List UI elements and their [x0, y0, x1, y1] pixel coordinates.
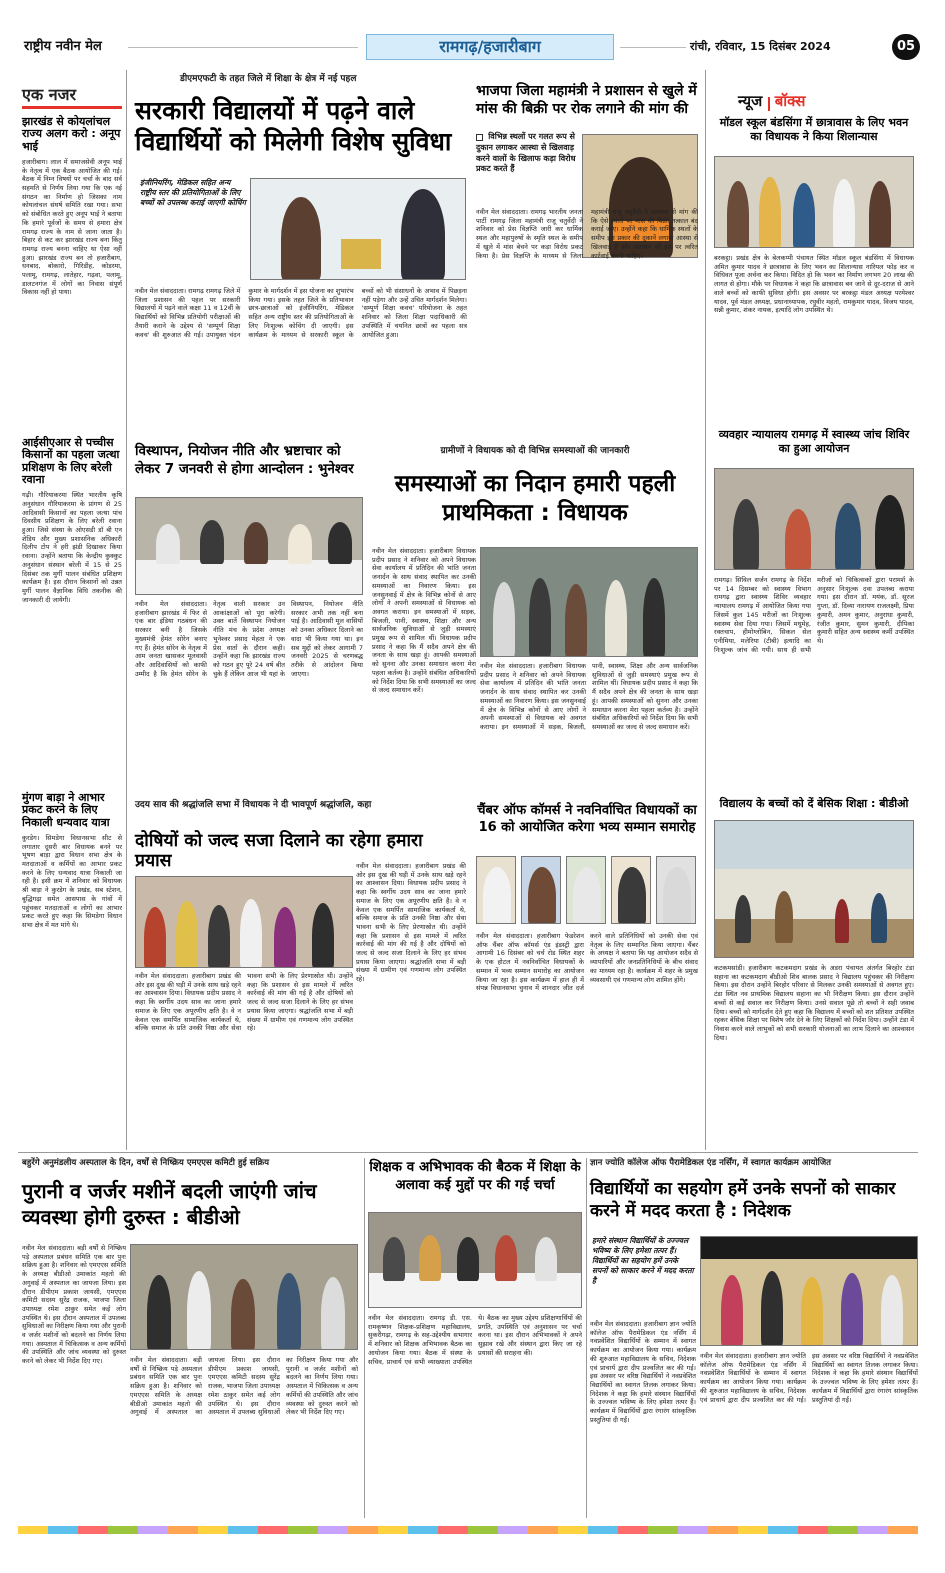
- tribute-kicker: उदय साव की श्रद्धांजलि सभा में विधायक ने दी भावपूर्ण श्रद्धांजलि, कहा: [135, 800, 372, 810]
- person-figure: [483, 867, 511, 924]
- ptm-headline: शिक्षक व अभिभावक की बैठक में शिक्षा के अलावा कई मुद्दों पर की गई चर्चा: [369, 1159, 581, 1194]
- health-camp-body: रामगढ़। सिविल सर्जन रामगढ़ के निर्देश पर 14 दिसम्बर को स्वास्थ्य विभाग रामगढ़ द्वारा स्वास्थ्य शिविर व्यवहार न्यायालय रामगढ़ में आयोजित किया गया जिसमें कुल 145 मरीजों का निःशुल्क स्वास्थ्य सेवा दिया गया। जिसमें मधुमेह, रक्तचाप, हीमोग्लोबिन, सिकल सेल एनीमिया, मलेरिया (टीबी) इत्यादि का निःशुल्क जांच की गयी। साथ ही सभी मरीजों को चिकित्सकों द्वारा परामर्श के अनुसार निःशुल्क दवा उपलब्ध कराया गया। इस दौरान डॉ. मयंक, डॉ. सूरज गुप्ता, डॉ. दिव्या नारायण राजलक्ष्मी, प्रिया कुमारी, अमन कुमार, अनुराधा कुमारी, रंजीत कुमार, सुमन कुमारी, दीपिका कुमारी सहित अन्य स्वास्थ्य कर्मी उपस्थित थे।: [714, 576, 914, 654]
- lead-kicker: डीएमएफटी के तहत जिले में शिक्षा के क्षेत्र में नई पहल: [180, 74, 357, 84]
- person-figure: [495, 1235, 517, 1281]
- displacement-body: नवीन मेल संवाददाता। हजारीबाग झारखंड में फिर से एक बार इंडिया गठबंधन की सरकार बनी है जिसके मुख्यमंत्री हेमंत सोरेन बनाए गए हैं। हेमंत सोरेन के नेतृत्व में आम जनता खासकर मूलवासी और आदिवासियों को काफी उम्मीद है कि हेमंत सोरेन के नेतृत्व वाली सरकार उन आकांक्षाओं को पूरा करेगी। उक्त बातें विस्थापन नियोजन नीति मंच के प्रदेश अध्यक्ष भुनेश्वर प्रसाद मेहता ने एक प्रेस वार्ता के दौरान कही। उन्होंने कहा कि झारखंड राज्य को गठन हुए पूरे 24 वर्ष बीत चुके हैं लेकिन आज भी यहां के विस्थापन, नियोजन नीति सरकार अभी तक नहीं बना पाई है। आदिवासी मूल वासियों को उनका अधिकार दिलाने का वादा भी किया गया था। इन सब मुद्दों को लेकर आगामी 7 जनवरी 2025 से चरणबद्ध तरीके से आंदोलन किया जाएगा।: [135, 600, 363, 678]
- colour-strip-segment: [18, 1526, 48, 1534]
- person-figure: [321, 1277, 345, 1350]
- masthead-left: [18, 34, 358, 60]
- column-rule: [364, 1158, 365, 1518]
- mla-portrait: [566, 856, 606, 924]
- person-figure: [881, 1275, 903, 1346]
- school-body: कटकमसांडी। हजारीबाग कटकमदाग प्रखंड के अडरा पंचायत अंतर्गत बिरहोर टंडा सहाना का कटकमदाग बीडीओ शिव बालक प्रसाद ने विद्यालय पहुंचकर की निरीक्षण किया। इस दौरान उन्होंने बिरहोर परिवार से मिलकर उनकी समस्याओं से अवगत हुए। टंडा स्थित नव प्राथमिक विद्यालय सहाना का भी निरीक्षण किया। इस दौरान उन्होंने बच्चों से कई सवाल कर निरीक्षण किया। उनसे सवाल पूछे तो बच्चों ने सही जवाब दिया। बच्चों को मार्गदर्शन देते हुए कहा कि विद्यालय में बच्चों को शत प्रतिशत उपस्थित रहकर बेसिक शिक्षा पर विशेष जोर देने के लिए शिक्षकों को निर्देश दिया। उन्होंने टंडा में निवास करने वाले लाभुकों को सभी सरकारी योजनाओं का लाभ दिलाने का आश्वासन दिया।: [714, 964, 914, 1042]
- displacement-headline: विस्थापन, नियोजन नीति और भ्रष्टाचार को लेकर 7 जनवरी से होगा आन्दोलन : भुनेश्वर: [135, 443, 354, 478]
- hospital-headline: पुरानी व जर्जर मशीनें बदली जाएंगी जांच व्यवस्था होगी दुरुस्त : बीडीओ: [22, 1179, 317, 1229]
- left-item-3: [22, 792, 122, 1124]
- health-camp-headline: व्यवहार न्यायालय रामगढ़ में स्वास्थ्य जांच शिविर का हुआ आयोजन: [718, 428, 910, 456]
- news-box-photo: [714, 156, 914, 248]
- person-figure: [735, 895, 751, 943]
- masthead-right: [690, 34, 920, 60]
- paper-name: राष्ट्रीय नवीन मेल: [24, 39, 102, 54]
- person-figure: [721, 1275, 743, 1346]
- problems-body-left: नवीन मेल संवाददाता। हजारीबाग विधायक प्रदीप प्रसाद ने शनिवार को अपने विधायक सेवा कार्यालय में प्रतिदिन की भांति जनता जनार्दन के साथ संवाद स्थापित कर उनकी समस्याओं का निवारण किया। इस जनसुनवाई में क्षेत्र के विभिन्न कोनों से आए लोगों ने अपनी समस्याओं से विधायक को अवगत कराया। इन समस्याओं में सड़क, बिजली, पानी, स्वास्थ्य, शिक्षा और अन्य सार्वजनिक सुविधाओं से जुड़ी समस्याएं प्रमुख रूप से शामिल थीं। विधायक प्रदीप प्रसाद ने कहा कि मैं सदैव अपने क्षेत्र की जनता के साथ खड़ा हूं। आपकी समस्याओं को सुनना और उनका समाधान करना मेरा पहला कर्तव्य है। उन्होंने संबंधित अधिकारियों को निर्देश दिया कि सभी समस्याओं का जल्द से जल्द समाधान करें।: [372, 547, 476, 695]
- person-figure: [841, 1273, 863, 1346]
- colour-strip-segment: [558, 1526, 588, 1534]
- person-figure: [147, 1275, 171, 1350]
- person-figure: [759, 177, 781, 248]
- person-figure: [328, 522, 352, 564]
- hospital-body-right: नवीन मेल संवाददाता। बड़ी वर्षों से निष्क्रिय पड़े अस्पताल प्रबंधन समिति एक बार पुनः सक्रिय हुआ है। शनिवार को एमएएस समिति के अध्यक्ष बीडीओ उमाकांत महतो की अगुवाई में अस्पताल का जायजा लिया। इस दौरान डीपीएम प्रकाश जायसी, एमएएस कमिटी सदस्य सुरेंद्र राजक, भाजपा जिला उपाध्यक्ष रमेश ठाकुर समेत कई लोग उपस्थित थे। इस दौरान अस्पताल में उपलब्ध सुविधाओं का निरीक्षण किया गया और पुरानी व जर्जर मशीनों को बदलने का निर्णय लिया गया। अस्पताल में चिकित्सक व अन्य कर्मियों की उपस्थिति और जांच व्यवस्था को दुरुस्त करने को लेकर भी निर्देश दिए गए।: [130, 1356, 358, 1417]
- left-item-title: आईसीएआर से पच्चीस किसानों का पहला जत्था प्रशिक्षण के लिए बरेली रवाना: [22, 436, 120, 486]
- person-figure: [144, 907, 166, 968]
- person-figure: [156, 524, 180, 564]
- college-callout-text: हमारे संस्थान विद्यार्थियों के उज्ज्वल भविष्य के लिए हमेशा तत्पर हैं। विद्यार्थियों का सहयोग हमें उनके सपनों को साकार करने में मदद करता है: [592, 1236, 694, 1285]
- culprits-body-right: नवीन मेल संवाददाता। हजारीबाग प्रखंड की ओर इस दुख की घड़ी में उनके साथ खड़े रहने का आश्वासन दिया। विधायक प्रदीप प्रसाद ने कहा कि स्वर्गीय उदय साव का जाना हमारे समाज के लिए एक अपूरणीय क्षति है। वे न केवल एक समर्पित सामाजिक कार्यकर्ता थे, बल्कि समाज के प्रति उनकी निष्ठा और सेवा भावना सभी के लिए प्रेरणास्रोत थी। उन्होंने कहा कि प्रशासन से इस मामले में त्वरित कार्रवाई की मांग की गई है और दोषियों को जल्द से जल्द सजा दिलाने के लिए हर संभव प्रयास किया जाएगा। श्रद्धांजलि सभा में बड़ी संख्या में ग्रामीण एवं गणमान्य लोग उपस्थित रहे।: [356, 862, 466, 984]
- person-figure: [176, 901, 198, 968]
- colour-strip-segment: [288, 1526, 318, 1534]
- person-figure: [208, 905, 230, 968]
- person-figure: [727, 181, 749, 248]
- section-name: रामगढ़/हजारीबाग: [439, 37, 541, 56]
- person-figure: [833, 179, 855, 248]
- page-number: 05: [892, 34, 920, 60]
- checkbox-icon: [476, 134, 483, 141]
- person-figure: [401, 189, 445, 280]
- school-headline: विद्यालय के बच्चों को दें बेसिक शिक्षा : बीडीओ: [719, 797, 909, 810]
- colour-strip-segment: [708, 1526, 738, 1534]
- colour-strip-segment: [738, 1526, 768, 1534]
- person-figure: [240, 899, 262, 968]
- colour-strip-segment: [798, 1526, 828, 1534]
- bjp-body: नवीन मेल संवाददाता। रामगढ़ भारतीय जनता पार्टी रामगढ़ जिला महामंत्री राजू चतुर्वेदी ने शनिवार को प्रेस विज्ञप्ति जारी कर धार्मिक स्थल और महापुरुषों के स्मृति स्थल के समीप में खुले में मांस बेचने पर कड़ा विरोध प्रकट किया है। प्रेस विज्ञप्ति के माध्यम से जिला महामंत्री राजू चतुर्वेदी ने प्रशासन से मांग की कि ऐसे स्थलों पर मांस की बिक्री तत्काल बंद कराई जाए। उन्होंने कहा कि धार्मिक स्थलों के समीप इस प्रकार की दुकानें लगाना आस्था से खिलवाड़ है और प्रशासन को इस पर त्वरित कार्रवाई करनी चाहिए।: [476, 208, 698, 260]
- colour-strip-segment: [618, 1526, 648, 1534]
- mla-portrait: [611, 856, 651, 924]
- colour-strip-segment: [528, 1526, 558, 1534]
- colour-strip-segment: [888, 1526, 918, 1534]
- ek-nazar-label: एक नजर: [22, 85, 77, 104]
- person-figure: [281, 197, 321, 280]
- person-figure: [383, 1237, 405, 1281]
- colour-strip-segment: [828, 1526, 858, 1534]
- colour-strip-segment: [258, 1526, 288, 1534]
- colour-strip-segment: [168, 1526, 198, 1534]
- colour-strip-segment: [648, 1526, 678, 1534]
- chamber-body: नवीन मेल संवाददाता। हजारीबाग फेडरेशन ऑफ चैंबर ऑफ कॉमर्स एंड इंडस्ट्री द्वारा आगामी 16 दिसंबर को चर्च रोड स्थित शहर के एक होटल में नवनिर्वाचित विधायकों के सम्मान में भव्य सम्मान समारोह का आयोजन किया जा रहा है। इस कार्यक्रम में हाल ही में संपन्न विधानसभा चुनाव में शानदार जीत दर्ज करने वाले प्रतिनिधियों को उनकी सेवा एवं नेतृत्व के लिए सम्मानित किया जाएगा। चैंबर के अध्यक्ष ने बताया कि यह आयोजन सदैव से व्यापारियों और जनप्रतिनिधियों के बीच संवाद का माध्यम रहा है। कार्यक्रम में शहर के प्रमुख व्यवसायी एवं गणमान्य लोग शामिल होंगे।: [476, 932, 698, 993]
- lead-body: नवीन मेल संवाददाता। रामगढ़ रामगढ़ जिले में जिला प्रशासन की पहल पर सरकारी विद्यालयों में पढ़ने वाले कक्षा 11 व 12वीं के विद्यार्थियों को विभिन्न प्रतियोगी परीक्षाओं की तैयारी कराने के उद्देश्य से 'सम्पूर्ण शिक्षा कवच' की शुरुआत की गई। उपायुक्त चंदन कुमार के मार्गदर्शन में इस योजना का शुभारंभ किया गया। इसके तहत जिले के प्रतिभावान छात्र-छात्राओं को इंजीनियरिंग, मेडिकल सहित अन्य राष्ट्रीय स्तर की प्रतियोगिताओं के लिए निःशुल्क कोचिंग दी जाएगी। इस कार्यक्रम के माध्यम से सरकारी स्कूल के बच्चों को भी संसाधनों के अभाव में पिछड़ना नहीं पड़ेगा और उन्हें उचित मार्गदर्शन मिलेगा। 'सम्पूर्ण शिक्षा कवच' परियोजना के तहत शनिवार को जिला शिक्षा पदाधिकारी की उपस्थिति में चयनित छात्रों का पहला सत्र आयोजित हुआ।: [135, 287, 467, 339]
- colour-strip-segment: [768, 1526, 798, 1534]
- meeting-photo: [480, 547, 698, 657]
- person-figure: [457, 1237, 479, 1281]
- person-figure: [274, 907, 296, 968]
- colour-strip-segment: [498, 1526, 528, 1534]
- mla-portrait: [476, 856, 516, 924]
- person-figure: [835, 503, 861, 570]
- person-figure: [835, 899, 849, 943]
- person-figure: [529, 578, 551, 657]
- colour-strip-segment: [138, 1526, 168, 1534]
- hospital-body-left: नवीन मेल संवाददाता। बड़ी वर्षों से निष्क्रिय पड़े अस्पताल प्रबंधन समिति एक बार पुनः सक्रिय हुआ है। शनिवार को एमएएस समिति के अध्यक्ष बीडीओ उमाकांत महतो की अगुवाई में अस्पताल का जायजा लिया। इस दौरान डीपीएम प्रकाश जायसी, एमएएस कमिटी सदस्य सुरेंद्र राजक, भाजपा जिला उपाध्यक्ष रमेश ठाकुर समेत कई लोग उपस्थित थे। इस दौरान अस्पताल में उपलब्ध सुविधाओं का निरीक्षण किया गया और पुरानी व जर्जर मशीनों को बदलने का निर्णय लिया गया। अस्पताल में चिकित्सक व अन्य कर्मियों की उपस्थिति और जांच व्यवस्था को दुरुस्त करने को लेकर भी निर्देश दिए गए।: [22, 1244, 126, 1366]
- masthead-rule-right: [620, 47, 686, 48]
- person-figure: [869, 181, 891, 248]
- bjp-headline: भाजपा जिला महामंत्री ने प्रशासन से खुले में मांस की बिक्री पर रोक लगाने की मांग की: [476, 83, 697, 118]
- college-body-right: नवीन मेल संवाददाता। हजारीबाग ज्ञान ज्योति कॉलेज ऑफ पैरामेडिकल एंड नर्सिंग में नवप्रवेशित विद्यार्थियों के सम्मान में स्वागत कार्यक्रम का आयोजन किया गया। कार्यक्रम की शुरुआत महाविद्यालय के सचिव, निदेशक एवं प्राचार्य द्वारा दीप प्रज्वलित कर की गई। इस अवसर पर वरिष्ठ विद्यार्थियों ने नवप्रवेशित विद्यार्थियों का स्वागत तिलक लगाकर किया। निदेशक ने कहा कि हमारे संस्थान विद्यार्थियों के उज्ज्वल भविष्य के लिए हमेशा तत्पर हैं। कार्यक्रम में विद्यार्थियों द्वारा रंगारंग सांस्कृतिक प्रस्तुतियां दी गईं।: [700, 1352, 918, 1404]
- chamber-headline: चैंबर ऑफ कॉमर्स ने नवनिर्वाचित विधायकों का 16 को आयोजित करेगा भव्य सम्मान समारोह: [477, 803, 697, 836]
- news-box-headline: मॉडल स्कूल बंडसिंगा में छात्रावास के लिए भवन का विधायक ने किया शिलान्यास: [719, 116, 909, 144]
- colour-strip-segment: [228, 1526, 258, 1534]
- ptm-photo: [368, 1212, 582, 1308]
- lead-headline: सरकारी विद्यालयों में पढ़ने वाले विद्यार्थियों को मिलेगी विशेष सुविधा: [135, 96, 452, 156]
- school-photo: [714, 820, 914, 958]
- college-headline: विद्यार्थियों का सहयोग हमें उनके सपनों को साकार करने में मदद करता है : निदेशक: [590, 1179, 896, 1222]
- colour-strip-segment: [588, 1526, 618, 1534]
- section-banner: [366, 34, 614, 60]
- news-box-body: बरकट्ठा। प्रखंड क्षेत्र के बेलकप्पी पंचायत स्थित मॉडल स्कूल बंडसिंगा में विधायक अमित कुमार यादव ने छात्रावास के लिए भवन का शिलान्यास नारियल फोड़ कर व विधिवत पूजा अर्चना कर किया। विदित हो कि भवन का निर्माण लगभग 20 लाख की लागत से होगा। मौके पर विधायक ने कहा कि छात्रावास बन जाने से दूर-दराज से आने वाले बच्चों को काफी सुविधा होगी। इस अवसर पर बरकट्ठा मंडल अध्यक्ष परमेश्वर यादव, पूर्व मंडल अध्यक्ष, प्रधानाध्यापक, रघुवीर महतो, रामकुमार यादव, विजय यादव, सन्नी कुमार, शंकर नायक, इत्यादि लोग उपस्थित थे।: [714, 254, 914, 315]
- person-figure: [785, 509, 811, 570]
- person-figure: [244, 522, 268, 564]
- left-item-text: कुरडेग। सिमडेगा विधानसभा सीट से लगातार दूसरी बार विधायक बनने पर भूषण बाड़ा द्वारा विधान सभा क्षेत्र के मतदाताओं व कर्मियों का आभार प्रकट करने के लिए धन्यवाद यात्रा निकाली जा रही है। इसी क्रम में शनिवार को विधायक श्री बाड़ा ने कुरडेग के प्रखंड, सब स्टेशन, बुद्धिगढ़ा समेत आसपास के गांवों में पहुंचकर मतदाताओं व लोगों का आभार प्रकट करते हुए कहा कि सिमडेगा विधान सभा क्षेत्र में मत मांगे थे।: [22, 833, 122, 929]
- colour-strip-segment: [858, 1526, 888, 1534]
- lead-photo: [250, 178, 466, 280]
- problems-headline: समस्याओं का निदान हमारी पहली प्राथमिकता : विधायक: [394, 471, 676, 526]
- colour-strip-segment: [318, 1526, 348, 1534]
- left-item-2: [22, 437, 122, 803]
- person-figure: [775, 891, 793, 943]
- dateline: रांची, रविवार, 15 दिसंबर 2024: [690, 40, 831, 53]
- ptm-body: नवीन मेल संवाददाता। रामगढ़ डी. एस. रामकृष्णन शिक्षक-प्रशिक्षण महाविद्यालय, सुकरीगढ़ा, रामगढ़ के सह-उद्देश्यीय सभागार में शनिवार को शिक्षक अभिभावक बैठक का आयोजन किया गया। बैठक में संस्था के सचिव, प्राचार्य एवं सभी व्याख्याता उपस्थित थे। बैठक का मुख्य उद्देश्य प्रशिक्षणार्थियों की प्रगति, उपस्थिति एवं अनुशासन पर चर्चा करना था। इस दौरान अभिभावकों ने अपने सुझाव रखे और संस्थान द्वारा किए जा रहे प्रयासों की सराहना की।: [368, 1314, 582, 1366]
- person-figure: [733, 499, 759, 570]
- lead-callout-text: इंजीनियरिंग, मेडिकल सहित अन्य राष्ट्रीय स्तर की प्रतियोगिताओं के लिए बच्चों को उपलब्ध कराई जाएगी कोचिंग: [140, 178, 246, 208]
- person-figure: [187, 1271, 211, 1350]
- person-figure: [801, 1277, 823, 1346]
- person-figure: [761, 1271, 783, 1346]
- culprits-body-left: नवीन मेल संवाददाता। हजारीबाग प्रखंड की ओर इस दुख की घड़ी में उनके साथ खड़े रहने का आश्वासन दिया। विधायक प्रदीप प्रसाद ने कहा कि स्वर्गीय उदय साव का जाना हमारे समाज के लिए एक अपूरणीय क्षति है। वे न केवल एक समर्पित सामाजिक कार्यकर्ता थे, बल्कि समाज के प्रति उनकी निष्ठा और सेवा भावना सभी के लिए प्रेरणास्रोत थी। उन्होंने कहा कि प्रशासन से इस मामले में त्वरित कार्रवाई की मांग की गई है और दोषियों को जल्द से जल्द सजा दिलाने के लिए हर संभव प्रयास किया जाएगा। श्रद्धांजलि सभा में बड़ी संख्या में ग्रामीण एवं गणमान्य लोग उपस्थित रहे।: [135, 972, 353, 1033]
- colour-strip-segment: [408, 1526, 438, 1534]
- mla-portrait: [656, 856, 696, 924]
- left-item-text: हजारीबाग। लाल में समाजसेवी अनूप भाई के नेतृत्व में एक बैठक आयोजित की गई। बैठक में निम्न विषयों पर चर्चा के बाद सर्व सहमति से निर्णय लिया गया कि एक नई संगठन का निर्माण हो जिसका नाम कोयलांचल संघर्ष समिति रखा गया। सभा को संबोधित करते हुए अनूप भाई ने बताया कि हमारे पूर्वजों के समय से हमारा क्षेत्र रामगढ़ राज्य के नाम से जाना जाता है। बिहार से कट कर झारखंड राज्य बना किंतु रामगढ़ राज्य बनना चाहिए था ऐसा नहीं हुआ। झारखंड राज्य बन तो हजारीबाग, धनबाद, बोकारो, गिरिडीह, कोडरमा, पलामू, रामगढ़, लातेहार, गढ़वा, पलामू, डालटनगंज में लोगों का निवास संपूर्ण विकास नहीं हो पाया।: [22, 157, 122, 297]
- colour-strip-segment: [438, 1526, 468, 1534]
- section-rule: [18, 1152, 918, 1153]
- person-figure: [663, 867, 691, 924]
- colour-strip-segment: [378, 1526, 408, 1534]
- news-box-divider: [768, 97, 770, 111]
- college-event-photo: [700, 1236, 918, 1346]
- left-item-title: मुंगण बाड़ा ने आभार प्रकट करने के लिए निकाली धन्यवाद यात्रा: [22, 791, 110, 829]
- mla-portrait-row: [476, 856, 698, 926]
- person-figure: [573, 867, 601, 924]
- news-box-label-b: बॉक्स: [774, 92, 806, 110]
- left-item-1: [22, 116, 122, 436]
- person-figure: [793, 183, 815, 248]
- person-figure: [565, 584, 587, 657]
- person-figure: [528, 867, 556, 924]
- person-figure: [618, 867, 646, 924]
- colour-strip-segment: [78, 1526, 108, 1534]
- villagers-kicker: ग्रामीणों ने विधायक को दी विभिन्न समस्याओं की जानकारी: [440, 446, 630, 456]
- person-figure: [277, 1273, 301, 1350]
- colour-strip-segment: [48, 1526, 78, 1534]
- colour-strip-segment: [108, 1526, 138, 1534]
- person-figure: [643, 578, 665, 657]
- masthead-rule: [128, 47, 358, 48]
- person-figure: [200, 520, 224, 564]
- person-figure: [419, 1235, 441, 1281]
- person-figure: [493, 582, 515, 657]
- ek-nazar-heading: [22, 84, 122, 106]
- mla-portrait: [521, 856, 561, 924]
- news-box-label-a: न्यूज: [738, 92, 763, 110]
- news-box-label: [738, 92, 888, 112]
- hospital-kicker: बहुरेंगे अनुमंडलीय अस्पताल के दिन, वर्षों से निष्क्रिय एमएएस कमिटी हुई सक्रिय: [22, 1158, 270, 1168]
- colour-strip-segment: [198, 1526, 228, 1534]
- college-body-left: नवीन मेल संवाददाता। हजारीबाग ज्ञान ज्योति कॉलेज ऑफ पैरामेडिकल एंड नर्सिंग में नवप्रवेशित विद्यार्थियों के सम्मान में स्वागत कार्यक्रम का आयोजन किया गया। कार्यक्रम की शुरुआत महाविद्यालय के सचिव, निदेशक एवं प्राचार्य द्वारा दीप प्रज्वलित कर की गई। इस अवसर पर वरिष्ठ विद्यार्थियों ने नवप्रवेशित विद्यार्थियों का स्वागत तिलक लगाकर किया। निदेशक ने कहा कि हमारे संस्थान विद्यार्थियों के उज्ज्वल भविष्य के लिए हमेशा तत्पर हैं। कार्यक्रम में विद्यार्थियों द्वारा रंगारंग सांस्कृतिक प्रस्तुतियां दी गईं।: [590, 1320, 696, 1424]
- problems-body-right: नवीन मेल संवाददाता। हजारीबाग विधायक प्रदीप प्रसाद ने शनिवार को अपने विधायक सेवा कार्यालय में प्रतिदिन की भांति जनता जनार्दन के साथ संवाद स्थापित कर उनकी समस्याओं का निवारण किया। इस जनसुनवाई में क्षेत्र के विभिन्न कोनों से आए लोगों ने अपनी समस्याओं से विधायक को अवगत कराया। इन समस्याओं में सड़क, बिजली, पानी, स्वास्थ्य, शिक्षा और अन्य सार्वजनिक सुविधाओं से जुड़ी समस्याएं प्रमुख रूप से शामिल थीं। विधायक प्रदीप प्रसाद ने कहा कि मैं सदैव अपने क्षेत्र की जनता के साथ खड़ा हूं। आपकी समस्याओं को सुनना और उनका समाधान करना मेरा पहला कर्तव्य है। उन्होंने संबंधित अधिकारियों को निर्देश दिया कि सभी समस्याओं का जल्द से जल्द समाधान करें।: [480, 662, 698, 731]
- person-figure: [871, 893, 887, 943]
- column-rule: [705, 70, 706, 1150]
- colour-strip-segment: [468, 1526, 498, 1534]
- person-figure: [535, 1237, 557, 1281]
- ek-nazar-underline: [22, 106, 122, 109]
- tribute-photo: [135, 876, 353, 968]
- person-figure: [605, 580, 627, 657]
- bjp-callout-text: विभिन्न स्थलों पर गलत रूप से दुकान लगाकर आस्था से खिलवाड़ करने वालों के खिलाफ कड़ा विरोध प्रकट करते हैं: [476, 132, 576, 174]
- person-figure: [288, 524, 312, 564]
- person-figure: [875, 495, 905, 570]
- person-figure: [231, 1279, 255, 1350]
- hospital-photo: [130, 1244, 358, 1350]
- column-rule: [586, 1158, 587, 1518]
- health-camp-photo: [714, 468, 914, 570]
- bjp-callout: [476, 132, 580, 175]
- colour-strip-segment: [348, 1526, 378, 1534]
- press-conference-photo: [135, 497, 363, 595]
- culprits-headline: दोषियों को जल्द सजा दिलाने का रहेगा हमारा प्रयास: [135, 831, 423, 871]
- balloon-arch: [701, 1237, 918, 1259]
- table: [136, 560, 363, 595]
- award-plate: [341, 239, 381, 269]
- column-rule: [126, 70, 127, 1150]
- left-item-title: झारखंड से कोयलांचल राज्य अलग करो : अनूप भाई: [22, 115, 121, 153]
- person-figure: [312, 903, 334, 968]
- college-kicker: ज्ञान ज्योति कॉलेज ऑफ पैरामेडिकल एंड नर्सिंग, में स्वागत कार्यक्रम आयोजित: [590, 1158, 831, 1168]
- colour-strip-segment: [678, 1526, 708, 1534]
- lead-callout: [140, 178, 248, 256]
- left-item-text: गढ़ी। गौरियाकरमा स्थित भारतीय कृषि अनुसंधान गौरियाकरमा के प्रांगण से 25 आदिवासी किसानों का पहला जत्था पांच दिवसीय प्रशिक्षण के लिए बरेली रवाना हुआ। जिसे संस्था के ओएसडी डॉ बी एन शेडिय और मुख्य प्रशासनिक अधिकारी दिलीप टोप ने हरी झंडी दिखाकर किया रवाना। उन्होंने बताया कि केन्द्रीय कुक्कुट अनुसंधान संस्थान बरेली में 15 से 25 दिसंबर तक मुर्गी पालन संबंधित प्रशिक्षण कार्यक्रम है। इस दौरान किसानों को उन्नत मुर्गी पालन वैज्ञानिक विधि तकनीक की जानकारी दी जायेगी।: [22, 491, 122, 604]
- college-callout: [592, 1236, 696, 1316]
